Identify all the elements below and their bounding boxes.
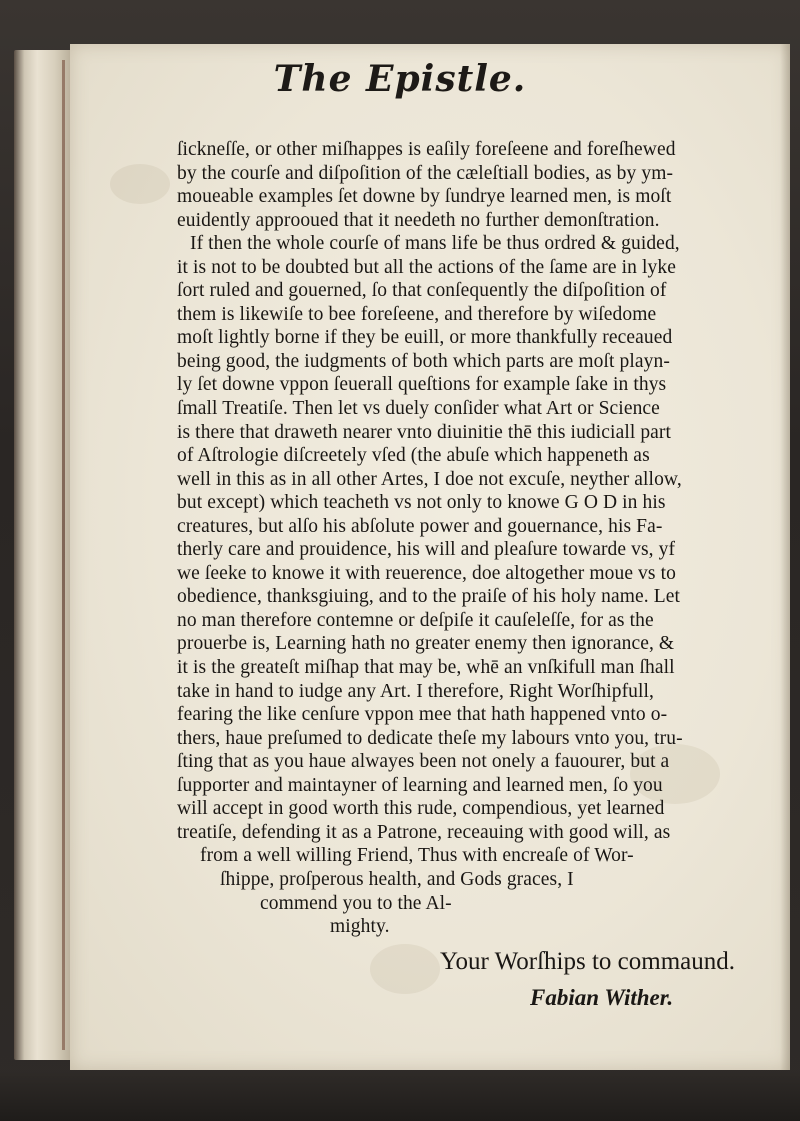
text-line: will accept in good worth this rude, compendious, yet learned — [177, 798, 665, 820]
text-line: but except) which teacheth vs not only to knowe G O D in his — [177, 492, 666, 514]
text-line: moſt lightly borne if they be euill, or more thankfully receaued — [177, 327, 673, 349]
text-line: prouerbe is, Learning hath no greater enemy then ignorance, & — [177, 633, 675, 655]
text-line: moueable examples ſet downe by ſundrye learned men, is moſt — [177, 186, 672, 208]
text-line: creatures, but alſo his abſolute power and gouernance, his Fa- — [177, 515, 663, 537]
closing-signoff: Your Worſhips to commaund. — [440, 948, 735, 975]
text-line: ſting that as you haue alwayes been not onely a fauourer, but a — [177, 751, 670, 773]
scan-bottom-shadow — [0, 1071, 800, 1121]
text-line: therly care and prouidence, his will and pleaſure towarde vs, yf — [177, 539, 676, 561]
text-line: ly ſet downe vppon ſeuerall queſtions for example ſake in thys — [177, 374, 667, 396]
text-line: fearing the like cenſure vppon mee that hath happened vnto o- — [177, 704, 668, 726]
text-line: ſort ruled and gouerned, ſo that conſequently the diſpoſition of — [177, 280, 667, 302]
paper-stain — [110, 164, 170, 204]
text-line: well in this as in all other Artes, I doe not excuſe, neyther allow, — [177, 468, 682, 490]
text-line: being good, the iudgments of both which parts are moſt playn- — [177, 350, 670, 372]
text-line: from a well willing Friend, Thus with encreaſe of Wor- — [200, 845, 634, 867]
text-line: thers, haue preſumed to dedicate theſe my labours vnto you, tru- — [177, 727, 683, 749]
text-line: it is not to be doubted but all the actions of the ſame are in lyke — [177, 256, 676, 278]
text-line: by the courſe and diſpoſition of the cæleſtiall bodies, as by ym- — [177, 162, 674, 184]
epistle-body-text — [177, 138, 780, 939]
text-line: commend you to the Al- — [260, 892, 452, 914]
page-edge-shadow — [780, 44, 790, 1070]
text-line: euidently approoued that it needeth no further demonſtration. — [177, 209, 660, 231]
text-line: ſupporter and maintayner of learning and learned men, ſo you — [177, 774, 663, 796]
text-line: mighty. — [330, 916, 390, 938]
text-line: ſickneſſe, or other miſhappes is eaſily foreſeene and foreſhewed — [177, 139, 676, 160]
paper-stain — [370, 944, 440, 994]
binding-thread-line — [62, 60, 65, 1050]
text-line: is there that draweth nearer vnto diuinitie thē this iudiciall part — [177, 421, 672, 443]
text-line: ſmall Treatiſe. Then let vs duely conſider what Art or Science — [177, 398, 660, 420]
text-line: take in hand to iudge any Art. I therefore, Right Worſhipfull, — [177, 680, 655, 702]
text-line: ſhippe, proſperous health, and Gods graces, I — [220, 868, 574, 890]
text-line: obedience, thanksgiuing, and to the praiſe of his holy name. Let — [177, 586, 680, 608]
text-line: treatiſe, defending it as a Patrone, receauing with good will, as — [177, 821, 671, 843]
text-line: If then the whole courſe of mans life be thus ordred & guided, — [190, 233, 680, 255]
running-head-title: The Epistle. — [273, 58, 527, 100]
text-line: no man therefore contemne or deſpiſe it cauſeleſſe, for as the — [177, 609, 654, 631]
text-line: it is the greateſt miſhap that may be, whē an vnſkifull man ſhall — [177, 657, 675, 679]
text-line: of Aſtrologie diſcreetely vſed (the abuſe which happeneth as — [177, 445, 650, 467]
text-line: we ſeeke to knowe it with reuerence, doe altogether moue vs to — [177, 562, 676, 584]
author-signature: Fabian Wither. — [530, 985, 674, 1010]
text-line: them is likewiſe to bee foreſeene, and therefore by wiſedome — [177, 303, 657, 325]
